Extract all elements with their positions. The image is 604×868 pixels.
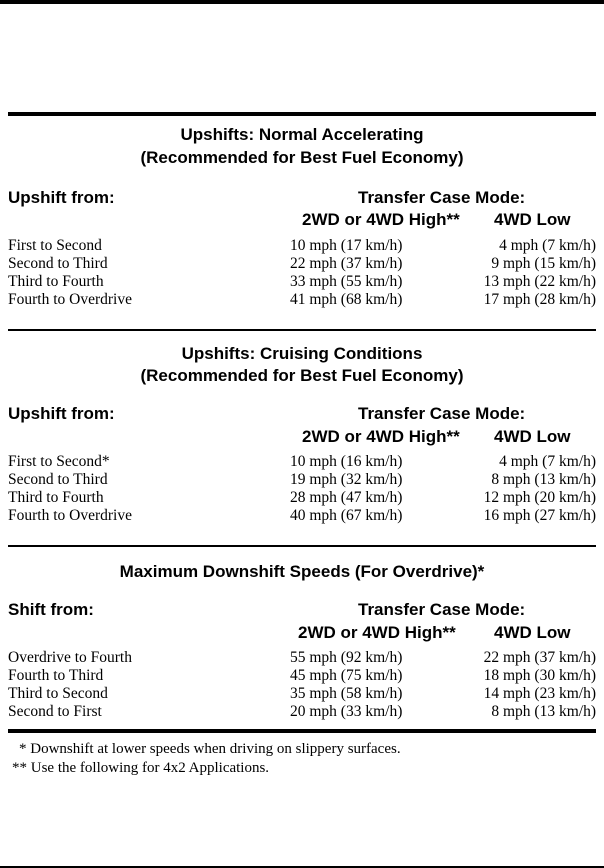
speed-2wd-4wd-high: 22 mph (37 km/h) xyxy=(290,255,403,272)
row-label: Overdrive to Fourth xyxy=(8,649,132,666)
table-row xyxy=(8,237,596,255)
section-title: Upshifts: Cruising Conditions xyxy=(181,344,423,363)
row-label: Third to Second xyxy=(8,685,108,702)
speed-4wd-low: 13 mph (22 km/h) xyxy=(483,273,596,290)
col-header-2wd-4wd-high: 2WD or 4WD High** xyxy=(302,427,460,446)
top-edge-bar xyxy=(0,0,604,4)
speed-2wd-4wd-high: 19 mph (32 km/h) xyxy=(290,471,403,488)
col-header-4wd-low: 4WD Low xyxy=(494,427,571,446)
section-title: Maximum Downshift Speeds (For Overdrive)* xyxy=(119,562,485,581)
table-row xyxy=(8,471,596,489)
table-row xyxy=(8,703,596,721)
speed-4wd-low: 4 mph (7 km/h) xyxy=(499,453,596,470)
row-label: Third to Fourth xyxy=(8,489,104,506)
speed-4wd-low: 17 mph (28 km/h) xyxy=(483,291,596,308)
transfer-case-mode-header: Transfer Case Mode: xyxy=(358,404,526,423)
footnote-mark: * xyxy=(19,741,27,757)
row-label: Second to Third xyxy=(8,471,108,488)
speed-2wd-4wd-high: 20 mph (33 km/h) xyxy=(290,703,403,720)
table-row xyxy=(8,667,596,685)
section-divider xyxy=(8,112,596,116)
row-label: Second to First xyxy=(8,703,102,720)
shift-from-header: Upshift from: xyxy=(8,188,115,207)
speed-2wd-4wd-high: 45 mph (75 km/h) xyxy=(290,667,403,684)
section-subtitle: (Recommended for Best Fuel Economy) xyxy=(140,148,464,167)
speed-4wd-low: 14 mph (23 km/h) xyxy=(483,685,596,702)
table-row xyxy=(8,489,596,507)
speed-2wd-4wd-high: 40 mph (67 km/h) xyxy=(290,507,403,524)
shift-from-header: Shift from: xyxy=(8,600,94,619)
section-divider xyxy=(8,329,596,331)
col-header-2wd-4wd-high: 2WD or 4WD High** xyxy=(302,210,460,229)
footnote xyxy=(19,740,401,758)
footnote-text: Use the following for 4x2 Applications. xyxy=(30,760,270,776)
table-row xyxy=(8,255,596,273)
speed-4wd-low: 8 mph (13 km/h) xyxy=(491,471,596,488)
table-row xyxy=(8,507,596,525)
row-label: First to Second* xyxy=(8,453,110,470)
transfer-case-mode-header: Transfer Case Mode: xyxy=(358,188,526,207)
table-row xyxy=(8,453,596,471)
speed-2wd-4wd-high: 10 mph (16 km/h) xyxy=(290,453,403,470)
table-row xyxy=(8,685,596,703)
row-label: Third to Fourth xyxy=(8,273,104,290)
footnote xyxy=(12,759,269,777)
speed-2wd-4wd-high: 10 mph (17 km/h) xyxy=(290,237,403,254)
speed-2wd-4wd-high: 33 mph (55 km/h) xyxy=(290,273,403,290)
speed-4wd-low: 22 mph (37 km/h) xyxy=(483,649,596,666)
speed-4wd-low: 18 mph (30 km/h) xyxy=(483,667,596,684)
table-row xyxy=(8,273,596,291)
speed-4wd-low: 9 mph (15 km/h) xyxy=(491,255,596,272)
col-header-2wd-4wd-high: 2WD or 4WD High** xyxy=(298,623,456,642)
row-label: First to Second xyxy=(8,237,102,254)
row-label: Fourth to Third xyxy=(8,667,104,684)
section-divider xyxy=(8,729,596,733)
speed-4wd-low: 12 mph (20 km/h) xyxy=(483,489,596,506)
speed-2wd-4wd-high: 28 mph (47 km/h) xyxy=(290,489,403,506)
row-label: Fourth to Overdrive xyxy=(8,507,132,524)
col-header-4wd-low: 4WD Low xyxy=(494,623,571,642)
speed-2wd-4wd-high: 55 mph (92 km/h) xyxy=(290,649,403,666)
section-subtitle: (Recommended for Best Fuel Economy) xyxy=(140,366,464,385)
section-divider xyxy=(8,545,596,547)
speed-4wd-low: 8 mph (13 km/h) xyxy=(491,703,596,720)
footnote-text: Downshift at lower speeds when driving on slippery surfaces. xyxy=(30,741,401,757)
speed-4wd-low: 16 mph (27 km/h) xyxy=(483,507,596,524)
table-row xyxy=(8,291,596,309)
speed-2wd-4wd-high: 41 mph (68 km/h) xyxy=(290,291,403,308)
section-title: Upshifts: Normal Accelerating xyxy=(180,125,424,144)
table-row xyxy=(8,649,596,667)
footnote-mark: ** xyxy=(12,760,27,776)
speed-2wd-4wd-high: 35 mph (58 km/h) xyxy=(290,685,403,702)
shift-from-header: Upshift from: xyxy=(8,404,115,423)
col-header-4wd-low: 4WD Low xyxy=(494,210,571,229)
row-label: Second to Third xyxy=(8,255,108,272)
speed-4wd-low: 4 mph (7 km/h) xyxy=(499,237,596,254)
transfer-case-mode-header: Transfer Case Mode: xyxy=(358,600,526,619)
row-label: Fourth to Overdrive xyxy=(8,291,132,308)
